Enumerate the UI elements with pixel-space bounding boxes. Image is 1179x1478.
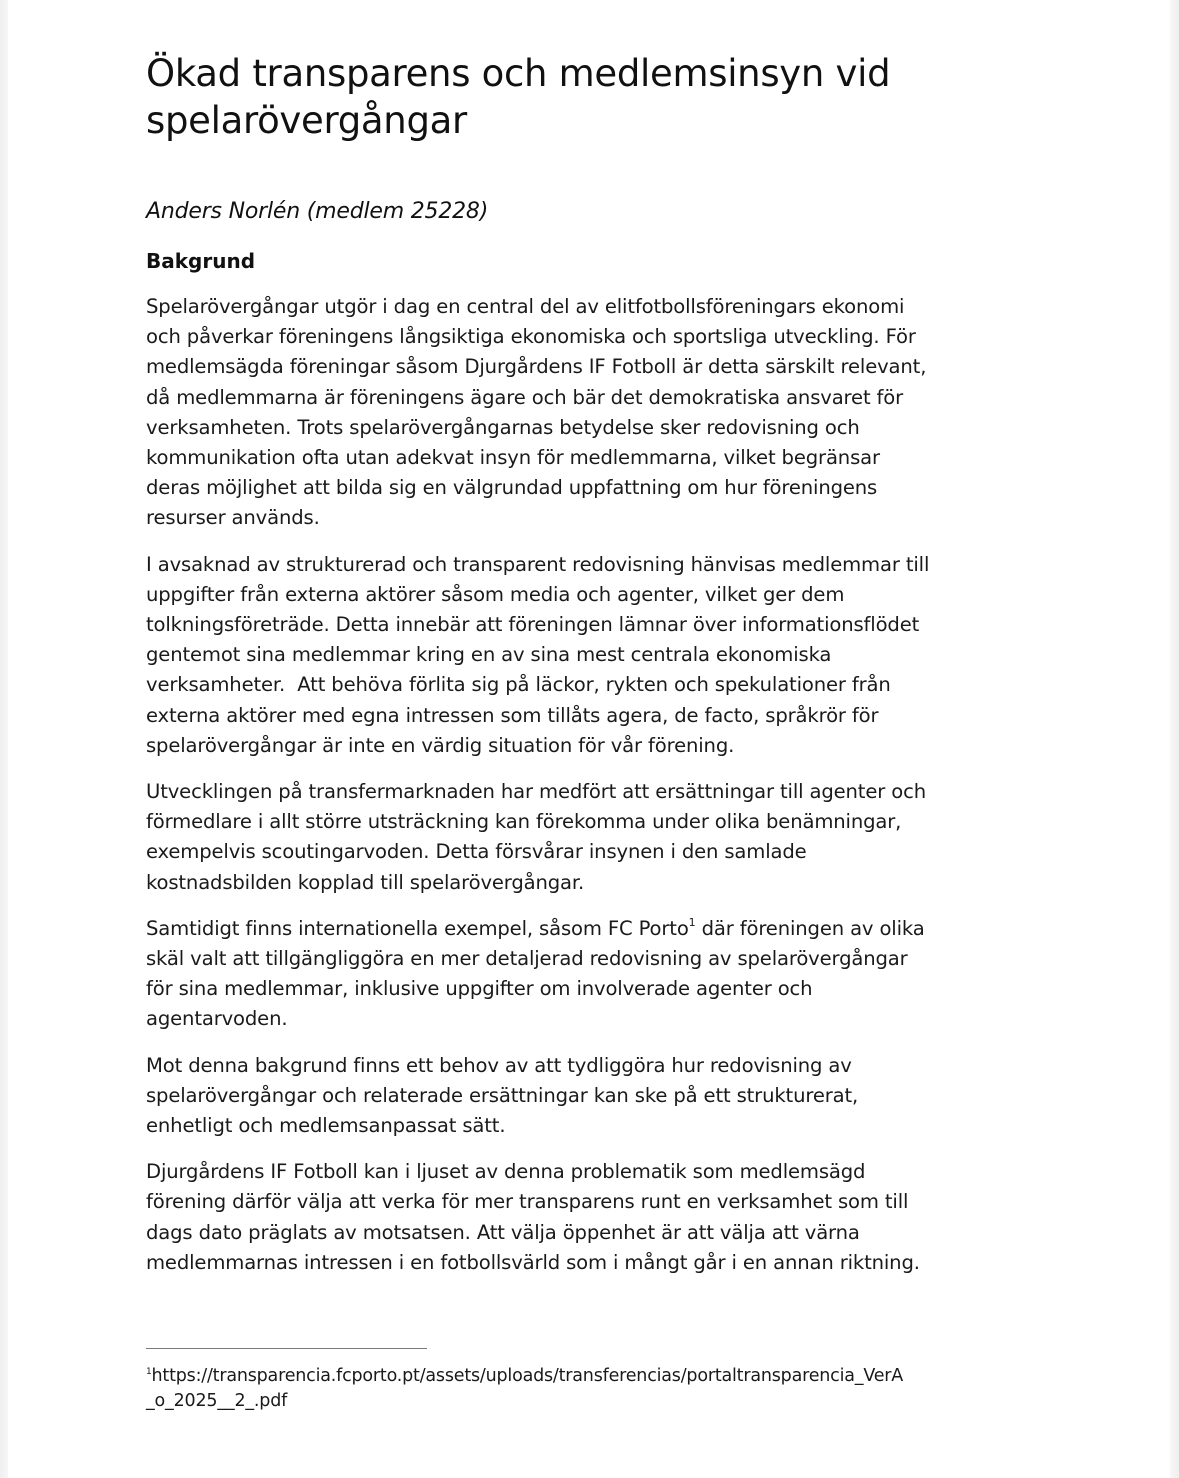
section-heading-bakgrund: Bakgrund bbox=[146, 249, 256, 273]
paragraph-line: kommunikation ofta utan adekvat insyn för medlemmarna, vilket begränsar bbox=[146, 446, 880, 470]
paragraph-line: verksamheten. Trots spelarövergångarnas betydelse sker redovisning och bbox=[146, 415, 860, 439]
paragraph-line: spelarövergångar är inte en värdig situation för vår förening. bbox=[146, 733, 735, 757]
footnote-reference[interactable]: 1 bbox=[688, 916, 696, 930]
footnote-separator bbox=[146, 1348, 427, 1349]
title-line-2: spelarövergångar bbox=[146, 99, 467, 142]
page-edge-left bbox=[0, 0, 8, 1478]
paragraph-line: dags dato präglats av motsatsen. Att välja öppenhet är att välja att värna bbox=[146, 1220, 860, 1244]
document-title bbox=[146, 50, 1046, 144]
paragraph-line bbox=[146, 914, 1036, 944]
footnote-url-continuation[interactable]: _o_2025__2_.pdf bbox=[146, 1391, 288, 1411]
paragraph-line: förening därför välja att verka för mer transparens runt en verksamhet som till bbox=[146, 1190, 909, 1214]
paragraph-line: enhetligt och medlemsanpassat sätt. bbox=[146, 1114, 506, 1138]
paragraph-line: deras möjlighet att bilda sig en välgrundad uppfattning om hur föreningens bbox=[146, 476, 878, 500]
paragraph-line: Mot denna bakgrund finns ett behov av att tydliggöra hur redovisning av bbox=[146, 1053, 852, 1077]
footnote-url[interactable]: https://transparencia.fcporto.pt/assets/uploads/transferencias/portaltransparencia_VerA bbox=[151, 1366, 904, 1386]
paragraph-line: kostnadsbilden kopplad till spelarövergångar. bbox=[146, 870, 585, 894]
paragraph-line: förmedlare i allt större utsträckning kan förekomma under olika benämningar, bbox=[146, 810, 902, 834]
paragraph-line: Spelarövergångar utgör i dag en central del av elitfotbollsföreningars ekonomi bbox=[146, 295, 905, 318]
page-edge-right bbox=[1170, 0, 1179, 1478]
body-text bbox=[146, 292, 1036, 1294]
paragraph-5 bbox=[146, 1051, 1036, 1142]
paragraph-line: externa aktörer med egna intressen som tillåts agera, de facto, språkrör för bbox=[146, 703, 879, 727]
paragraph-4 bbox=[146, 914, 1036, 1035]
paragraph-line: Djurgårdens IF Fotboll kan i ljuset av denna problematik som medlemsägd bbox=[146, 1160, 866, 1184]
paragraph-line: för sina medlemmar, inklusive uppgifter om involverade agenter och bbox=[146, 977, 813, 1001]
footnote bbox=[146, 1364, 1046, 1414]
paragraph-line: tolkningsföreträde. Detta innebär att föreningen lämnar över informationsflödet bbox=[146, 613, 920, 637]
paragraph-line: Utvecklingen på transfermarknaden har medfört att ersättningar till agenter och bbox=[146, 780, 926, 804]
paragraph-line: exempelvis scoutingarvoden. Detta försvårar insynen i den samlade bbox=[146, 840, 807, 864]
paragraph-3 bbox=[146, 777, 1036, 898]
paragraph-line: då medlemmarna är föreningens ägare och bär det demokratiska ansvaret för bbox=[146, 385, 904, 409]
paragraph-line: spelarövergångar och relaterade ersättningar kan ske på ett strukturerat, bbox=[146, 1083, 859, 1107]
paragraph-text: där föreningen av olika bbox=[695, 916, 925, 940]
paragraph-line: uppgifter från externa aktörer såsom media och agenter, vilket ger dem bbox=[146, 582, 845, 606]
paragraph-2 bbox=[146, 550, 1036, 761]
author-line: Anders Norlén (medlem 25228) bbox=[146, 199, 489, 224]
paragraph-line: skäl valt att tillgängliggöra en mer detaljerad redovisning av spelarövergångar bbox=[146, 947, 908, 971]
paragraph-line: gentemot sina medlemmar kring en av sina mest centrala ekonomiska bbox=[146, 643, 832, 667]
paragraph-line: medlemsägda föreningar såsom Djurgårdens IF Fotboll är detta särskilt relevant, bbox=[146, 355, 927, 379]
title-line-1: Ökad transparens och medlemsinsyn vid bbox=[146, 52, 891, 95]
paragraph-6 bbox=[146, 1157, 1036, 1278]
paragraph-line: resurser används. bbox=[146, 506, 320, 530]
paragraph-1 bbox=[146, 292, 1036, 534]
footnote-marker: 1 bbox=[146, 1367, 152, 1378]
paragraph-line: agentarvoden. bbox=[146, 1007, 288, 1031]
footnote-line bbox=[146, 1364, 1046, 1389]
paragraph-text: Samtidigt finns internationella exempel, såsom FC Porto bbox=[146, 916, 689, 940]
paragraph-line: och påverkar föreningens långsiktiga ekonomiska och sportsliga utveckling. För bbox=[146, 325, 916, 349]
paragraph-line: I avsaknad av strukturerad och transparent redovisning hänvisas medlemmar till bbox=[146, 552, 930, 576]
paragraph-line: verksamheter. Att behöva förlita sig på läckor, rykten och spekulationer från bbox=[146, 673, 891, 697]
paragraph-line: medlemmarnas intressen i en fotbollsvärld som i mångt går i en annan riktning. bbox=[146, 1250, 920, 1274]
